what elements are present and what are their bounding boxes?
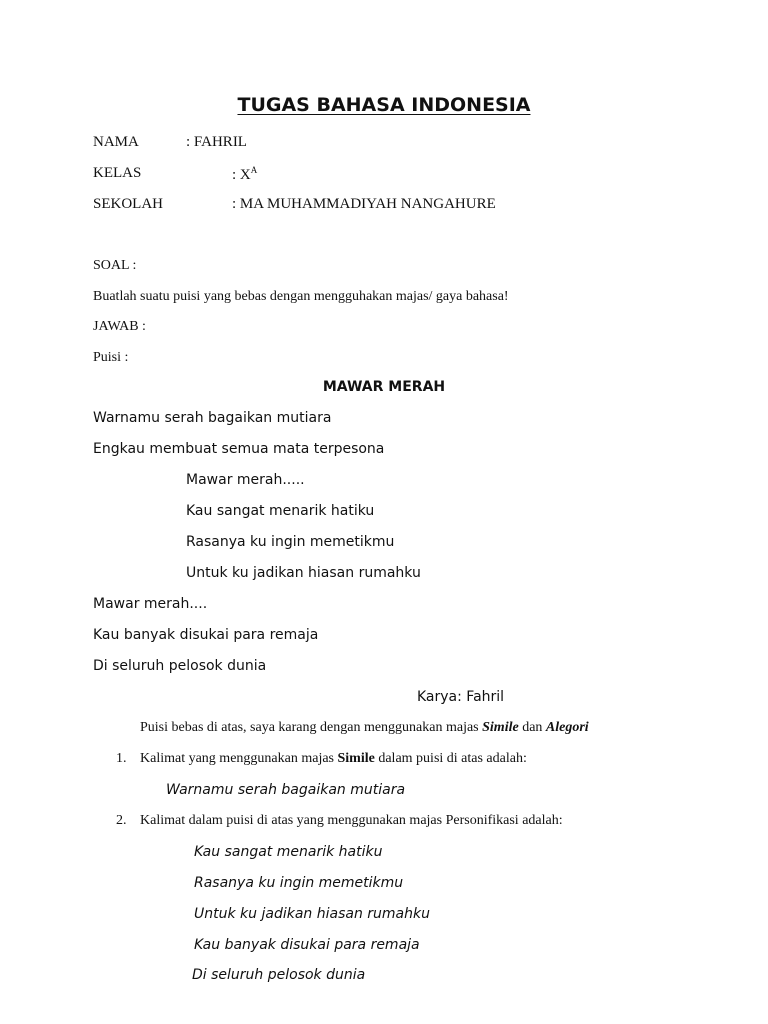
poem-line: Kau sangat menarik hatiku (186, 503, 375, 519)
sekolah-label: SEKOLAH (93, 196, 163, 212)
list-item-text: Kalimat dalam puisi di atas yang menggunakan majas Personifikasi adalah: (140, 813, 563, 828)
explanation-text: Puisi bebas di atas, saya karang dengan menggunakan majas Simile dan Alegori (140, 720, 589, 735)
majas-simile: Simile (482, 720, 519, 735)
list-number: 1. (116, 751, 127, 766)
list-item-text: Kalimat yang menggunakan majas Simile dalam puisi di atas adalah: (140, 751, 527, 766)
example-line: Kau banyak disukai para remaja (194, 937, 420, 953)
poem-line: Untuk ku jadikan hiasan rumahku (186, 565, 421, 581)
soal-text: Buatlah suatu puisi yang bebas dengan mengguhakan majas/ gaya bahasa! (93, 289, 509, 304)
page-title: TUGAS BAHASA INDONESIA (237, 94, 531, 116)
example-line: Kau sangat menarik hatiku (194, 844, 383, 860)
kelas-value: : $X^A$ (232, 165, 258, 183)
example-line: Di seluruh pelosok dunia (192, 967, 366, 983)
example-line: Warnamu serah bagaikan mutiara (166, 782, 406, 798)
puisi-label: Puisi : (93, 350, 129, 365)
majas-alegori: Alegori (545, 720, 589, 735)
example-line: Untuk ku jadikan hiasan rumahku (194, 906, 430, 922)
poem-line: Mawar merah.... (93, 596, 208, 612)
poem-line: Kau banyak disukai para remaja (93, 627, 319, 643)
example-line: Rasanya ku ingin memetikmu (194, 875, 404, 891)
poem-line: Warnamu serah bagaikan mutiara (93, 410, 332, 426)
soal-label: SOAL : (93, 258, 137, 273)
nama-value: : FAHRIL (186, 134, 247, 150)
jawab-label: JAWAB : (93, 319, 146, 334)
nama-label: NAMA (93, 134, 139, 150)
poem-line: Engkau membuat semua mata terpesona (93, 441, 385, 457)
poem-line: Rasanya ku ingin memetikmu (186, 534, 395, 550)
sekolah-value: : MA MUHAMMADIYAH NANGAHURE (232, 196, 496, 212)
list-number: 2. (116, 813, 127, 828)
poem-title: MAWAR MERAH (322, 379, 446, 395)
poem-author: Karya: Fahril (417, 689, 505, 705)
kelas-superscript: A (250, 165, 258, 175)
kelas-label: KELAS (93, 165, 142, 181)
poem-line: Di seluruh pelosok dunia (93, 658, 267, 674)
poem-line: Mawar merah..... (186, 472, 305, 488)
